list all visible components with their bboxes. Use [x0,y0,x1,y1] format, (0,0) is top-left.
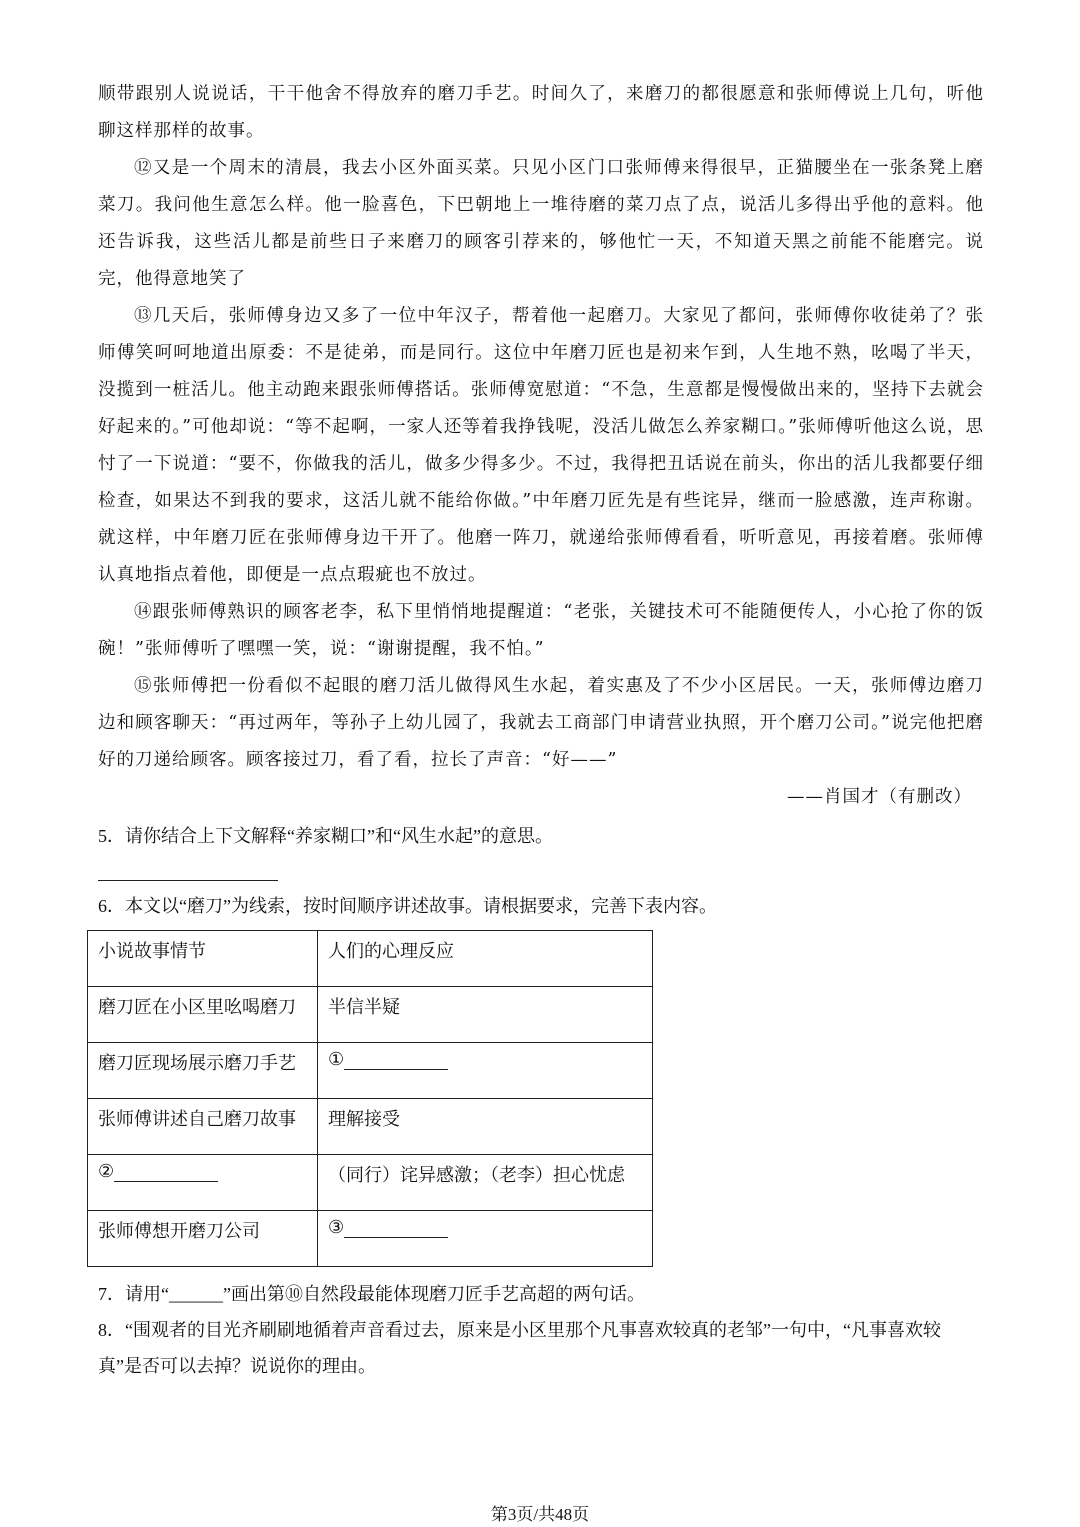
table-cell: 磨刀匠在小区里吆喝磨刀 [88,987,318,1043]
table-row [88,1043,653,1099]
attribution: ——肖国才（有删改） [787,787,972,807]
table-header-row [88,931,653,987]
table-row [88,1211,653,1267]
reading-passage [98,76,984,816]
question-6: 6．本文以“磨刀”为线索，按时间顺序讲述故事。请根据要求，完善下表内容。 [98,896,717,916]
table-row [88,1099,653,1155]
table-cell [88,1155,318,1211]
page-footer: 第3页/共48页 [490,1505,590,1524]
blank-marker: ③ [328,1217,345,1237]
question-5: 5．请你结合上下文解释“养家糊口”和“风生水起”的意思。 [98,826,553,846]
blank-marker: ① [328,1049,345,1069]
table-cell: 理解接受 [318,1099,653,1155]
table-cell: 张师傅想开磨刀公司 [88,1211,318,1267]
paragraph-13: ⑬几天后，张师傅身边又多了一位中年汉子，帮着他一起磨刀。大家见了都问，张师傅你收徒弟了？张师傅笑呵呵地道出原委：不是徒弟，而是同行。这位中年磨刀匠也是初来乍到，人生地不熟，吆喝了半天，没揽到一桩活儿。他主动跑来跟张师傅搭话。张师傅宽慰道：“不急，生意都是慢慢做出来的，坚持下去就会好起来的。”可他却说：“等不起啊，一家人还等着我挣钱呢，没活儿做怎么养家糊口。”张师傅听他这么说，思忖了一下说道：“要不，你做我的活儿，做多少得多少。不过，我得把丑话说在前头，你出的活儿我都要仔细检查，如果达不到我的要求，这活儿就不能给你做。”中年磨刀匠先是有些诧异，继而一脸感激，连声称谢。就这样，中年磨刀匠在张师傅身边干开了。他磨一阵刀，就递给张师傅看看，听听意见，再接着磨。张师傅认真地指点着他，即便是一点点瑕疵也不放过。 [98,306,984,585]
table-cell: 张师傅讲述自己磨刀故事 [88,1099,318,1155]
table-cell: 半信半疑 [318,987,653,1043]
table-row [88,987,653,1043]
paragraph-15: ⑮张师傅把一份看似不起眼的磨刀活儿做得风生水起，着实惠及了不少小区居民。一天，张师傅边磨刀边和顾客聊天：“再过两年，等孙子上幼儿园了，我就去工商部门申请营业执照，开个磨刀公司。”说完他把磨好的刀递给顾客。顾客接过刀，看了看，拉长了声音：“好——” [98,676,984,770]
plot-table [87,930,653,1267]
table-cell: 磨刀匠现场展示磨刀手艺 [88,1043,318,1099]
answer-line [98,880,278,881]
fill-in-blank[interactable] [344,1217,448,1238]
fill-in-blank[interactable] [114,1161,218,1182]
question-8: 8．“围观者的目光齐刷刷地循着声音看过去，原来是小区里那个凡事喜欢较真的老邹”一句中，“凡事喜欢较真”是否可以去掉？说说你的理由。 [98,1320,941,1376]
table-header-cell: 小说故事情节 [88,931,318,987]
blank-marker: ② [98,1161,115,1181]
table-header-cell: 人们的心理反应 [318,931,653,987]
table-cell [318,1043,653,1099]
table-cell: （同行）诧异感激；（老李）担心忧虑 [318,1155,653,1211]
fill-in-blank[interactable] [344,1049,448,1070]
paragraph-continued: 顺带跟别人说说话，干干他舍不得放弃的磨刀手艺。时间久了，来磨刀的都很愿意和张师傅说上几句，听他聊这样那样的故事。 [98,84,984,141]
paragraph-14: ⑭跟张师傅熟识的顾客老李，私下里悄悄地提醒道：“老张，关键技术可不能随便传人，小心抢了你的饭碗！”张师傅听了嘿嘿一笑，说：“谢谢提醒，我不怕。” [98,602,984,659]
table-cell [318,1211,653,1267]
paragraph-12: ⑫又是一个周末的清晨，我去小区外面买菜。只见小区门口张师傅来得很早，正猫腰坐在一张条凳上磨菜刀。我问他生意怎么样。他一脸喜色，下巴朝地上一堆待磨的菜刀点了点，说活儿多得出乎他的意料。他还告诉我，这些活儿都是前些日子来磨刀的顾客引荐来的，够他忙一天，不知道天黑之前能不能磨完。说完，他得意地笑了 [98,158,984,289]
table-row [88,1155,653,1211]
question-7: 7．请用“______”画出第⑩自然段最能体现磨刀匠手艺高超的两句话。 [98,1284,645,1304]
